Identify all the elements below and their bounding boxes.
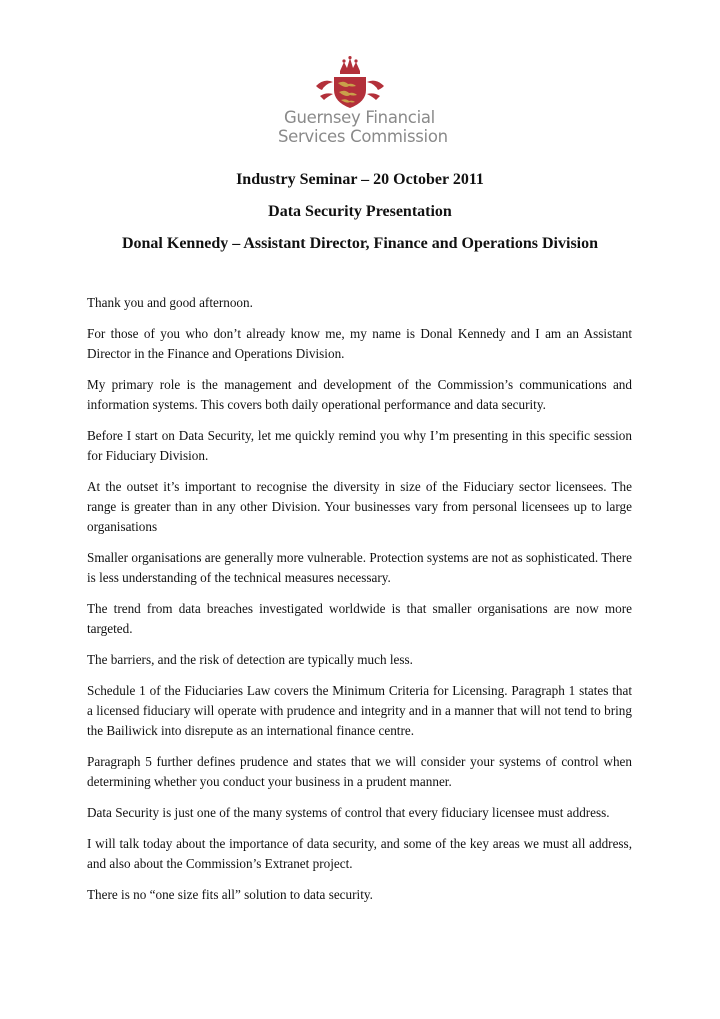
paragraph: At the outset it’s important to recognise the diversity in size of the Fiduciary sector licensees. The range is greater than in any other Division. Your businesses vary from personal licensees up to large organisations bbox=[87, 479, 632, 534]
paragraph: I will talk today about the importance of data security, and some of the key areas we must all address, and also about the Commission’s Extranet project. bbox=[87, 836, 632, 871]
paragraph: Thank you and good afternoon. bbox=[87, 295, 253, 310]
logo-wordmark bbox=[278, 108, 478, 146]
paragraph: Smaller organisations are generally more vulnerable. Protection systems are not as sophisticated. There is less understanding of the technical measures necessary. bbox=[87, 550, 632, 585]
crown-lion-emblem-icon bbox=[314, 56, 386, 112]
paragraph: Paragraph 5 further defines prudence and states that we will consider your systems of control when determining whether you conduct your business in a prudent manner. bbox=[87, 754, 632, 789]
document-body bbox=[87, 293, 632, 916]
paragraph: There is no “one size fits all” solution to data security. bbox=[87, 887, 373, 902]
paragraph: Schedule 1 of the Fiduciaries Law covers the Minimum Criteria for Licensing. Paragraph 1 states that a licensed fiduciary will operate with prudence and integrity and in a manner that will not tend to bring the Bailiwick into disrepute as an international finance centre. bbox=[87, 683, 632, 738]
paragraph: My primary role is the management and development of the Commission’s communications and information systems. This covers both daily operational performance and data security. bbox=[87, 377, 632, 412]
gfsc-logo bbox=[240, 56, 480, 156]
shield-icon bbox=[334, 77, 366, 108]
seminar-title: Industry Seminar – 20 October 2011 bbox=[236, 171, 484, 188]
crown-icon bbox=[340, 56, 360, 74]
paragraph: Data Security is just one of the many systems of control that every fiduciary licensee must address. bbox=[87, 805, 610, 820]
paragraph: The barriers, and the risk of detection are typically much less. bbox=[87, 652, 413, 667]
paragraph: Before I start on Data Security, let me quickly remind you why I’m presenting in this specific session for Fiduciary Division. bbox=[87, 428, 632, 463]
presentation-title: Data Security Presentation bbox=[268, 203, 452, 220]
paragraph: For those of you who don’t already know me, my name is Donal Kennedy and I am an Assistant Director in the Finance and Operations Division. bbox=[87, 326, 632, 361]
paragraph: The trend from data breaches investigated worldwide is that smaller organisations are now more targeted. bbox=[87, 601, 632, 636]
presenter-line: Donal Kennedy – Assistant Director, Finance and Operations Division bbox=[121, 235, 599, 252]
logo-line-1: Guernsey Financial bbox=[284, 108, 435, 127]
logo-line-2: Services Commission bbox=[278, 127, 448, 146]
